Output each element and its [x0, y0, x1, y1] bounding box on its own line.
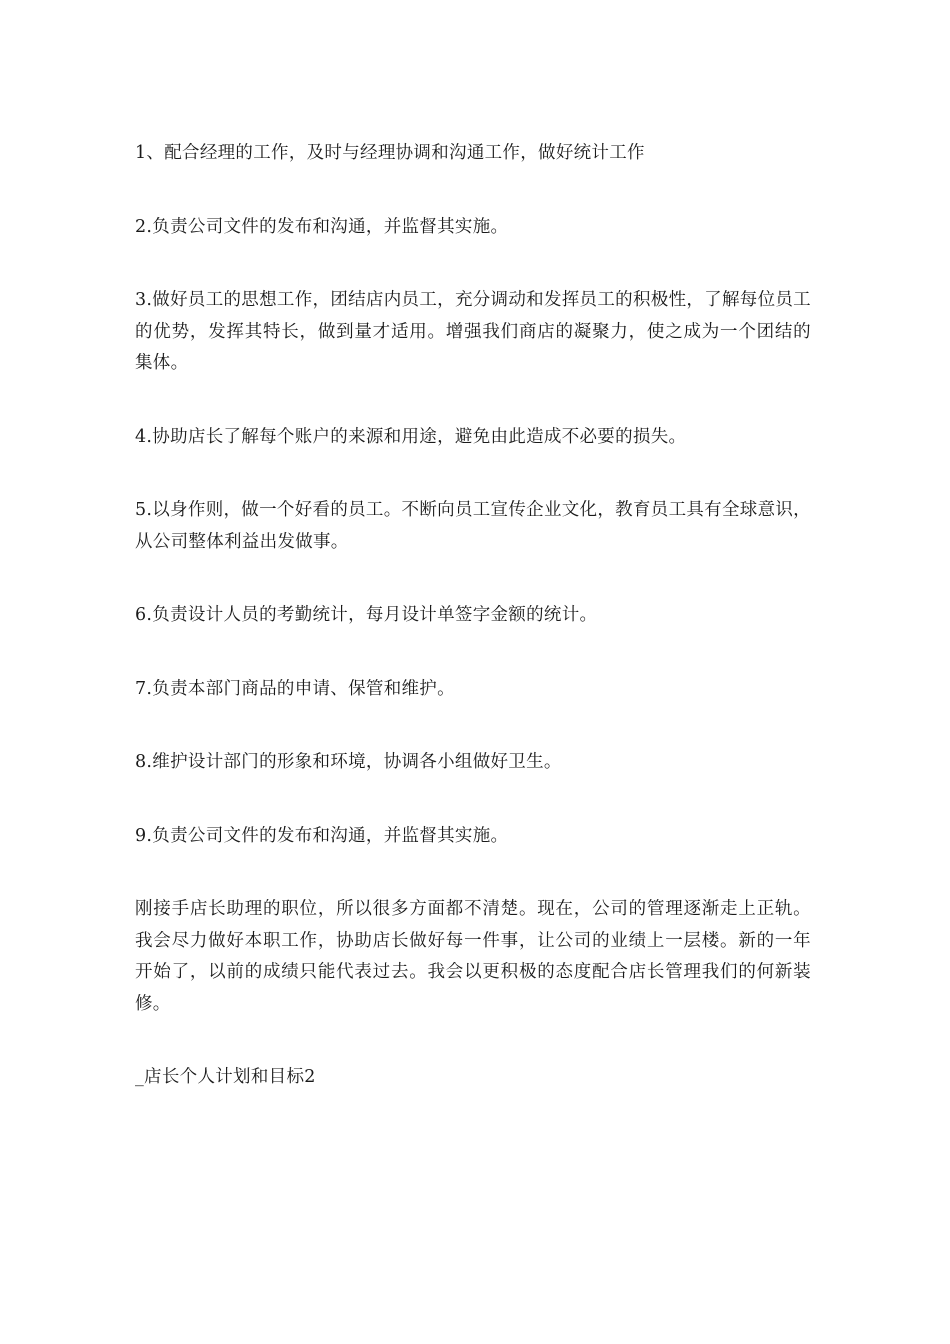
- duty-item-9: 9.负责公司文件的发布和沟通，并监督其实施。: [135, 825, 509, 846]
- duty-item-6: 6.负责设计人员的考勤统计，每月设计单签字金额的统计。: [135, 605, 598, 625]
- duty-item-5: 5.以身作则，做一个好看的员工。不断向员工宣传企业文化，教育员工具有全球意识，从公司整体利益出发做事。: [135, 500, 811, 552]
- document-body: [135, 138, 811, 1136]
- duty-item-2: 2.负责公司文件的发布和沟通，并监督其实施。: [135, 216, 509, 237]
- closing-paragraph: 刚接手店长助理的职位，所以很多方面都不清楚。现在，公司的管理逐渐走上正轨。我会尽力做好本职工作，协助店长做好每一件事，让公司的业绩上一层楼。新的一年开始了，以前的成绩只能代表过去。我会以更积极的态度配合店长管理我们的何新装修。: [135, 899, 811, 1014]
- duty-item-7: 7.负责本部门商品的申请、保管和维护。: [135, 678, 455, 699]
- duty-item-1: 1、配合经理的工作，及时与经理协调和沟通工作，做好统计工作: [135, 143, 645, 163]
- section-heading: _店长个人计划和目标2: [135, 1067, 316, 1087]
- duty-item-8: 8.维护设计部门的形象和环境，协调各小组做好卫生。: [135, 752, 562, 772]
- duty-item-3: 3.做好员工的思想工作，团结店内员工，充分调动和发挥员工的积极性，了解每位员工的优势，发挥其特长，做到量才适用。增强我们商店的凝聚力，使之成为一个团结的集体。: [135, 290, 811, 373]
- duty-item-4: 4.协助店长了解每个账户的来源和用途，避免由此造成不必要的损失。: [135, 426, 687, 447]
